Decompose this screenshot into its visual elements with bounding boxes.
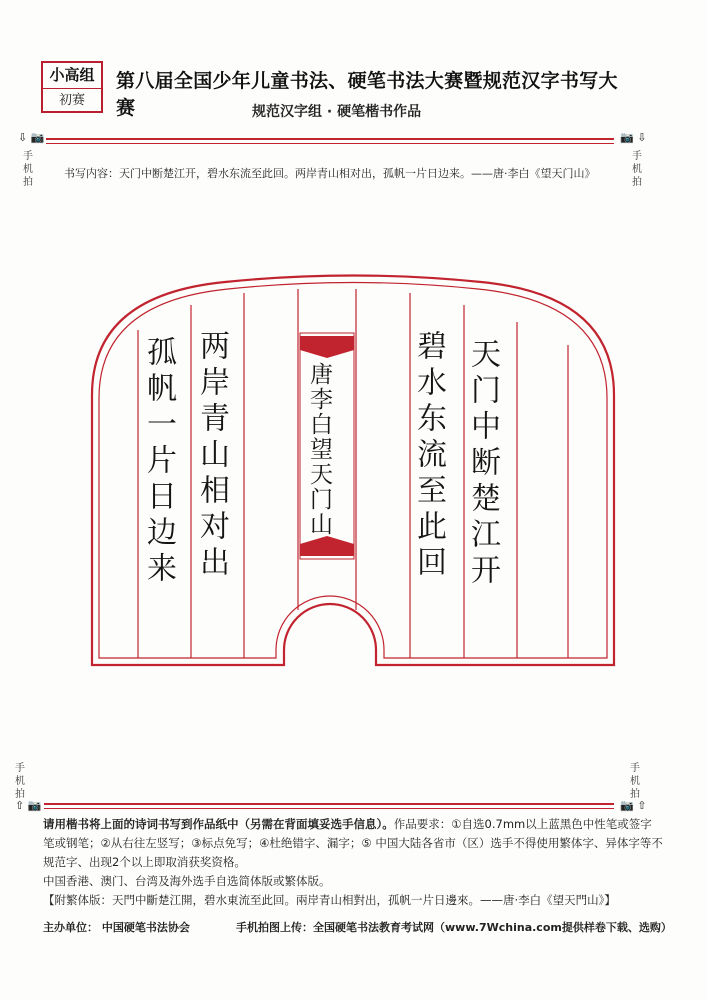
page-subtitle: 规范汉字组 · 硬笔楷书作品 — [252, 104, 422, 120]
badge-stage: 初赛 — [58, 93, 85, 108]
poem-column-4: 孤帆一片日边来 — [141, 336, 176, 588]
requirements-lead: 请用楷书将上面的诗词书写到作品纸中（另需在背面填妥选手信息）。 — [43, 817, 394, 831]
photo-label-top-left: 手机拍 — [23, 151, 33, 188]
writing-content: 书写内容：天门中断楚江开，碧水东流至此回。两岸青山相对出，孤帆一片日边来。——唐·李白《望天门山》 — [64, 167, 596, 180]
bottom-rule-thin — [44, 808, 614, 809]
author-column: 唐李白望天门山 — [306, 362, 332, 537]
camera-icon: 📷 ⇧ — [620, 799, 647, 812]
poem-column-3: 两岸青山相对出 — [194, 330, 229, 582]
requirements-traditional: 【附繁体版：天門中斷楚江開，碧水東流至此回。兩岸青山相對出，孤帆一片日邊來。——唐·李白《望天門山》】 — [43, 893, 616, 907]
photo-label-bottom-left: 手机拍 — [15, 763, 25, 800]
camera-icon: ⇧ 📷 — [15, 799, 42, 812]
photo-label-top-right: 手机拍 — [632, 151, 642, 188]
badge-group: 小高组 — [43, 63, 101, 89]
requirements-body: 作品要求：①自选0.7mm以上蓝黑色中性笔或签字笔或钢笔；②从右往左竖写；③标点免写；④杜绝错字、漏字；⑤ 中国大陆各省市（区）选手不得使用繁体字、异体字等不规范字、出现2个以上即取消获奖资格。 — [43, 817, 663, 869]
organizer: 主办单位： 中国硬笔书法协会 — [43, 921, 190, 934]
bottom-rule — [44, 803, 614, 805]
requirements-hk-tw: 中国香港、澳门、台湾及海外选手自选简体版或繁体版。 — [43, 874, 331, 888]
poem-column-2: 碧水东流至此回 — [411, 330, 446, 582]
requirements-block — [43, 815, 663, 910]
poem-column-1: 天门中断楚江开 — [465, 338, 500, 590]
camera-icon: ⇩ 📷 — [18, 131, 45, 144]
upload-info: 手机拍图上传：全国硬笔书法教育考试网（www.7Wchina.com提供样卷下载、选购） — [236, 921, 672, 934]
photo-label-bottom-right: 手机拍 — [630, 763, 640, 800]
camera-icon: 📷 ⇩ — [620, 131, 647, 144]
page-title: 第八届全国少年儿童书法、硬笔书法大赛暨规范汉字书写大赛 — [116, 70, 618, 119]
